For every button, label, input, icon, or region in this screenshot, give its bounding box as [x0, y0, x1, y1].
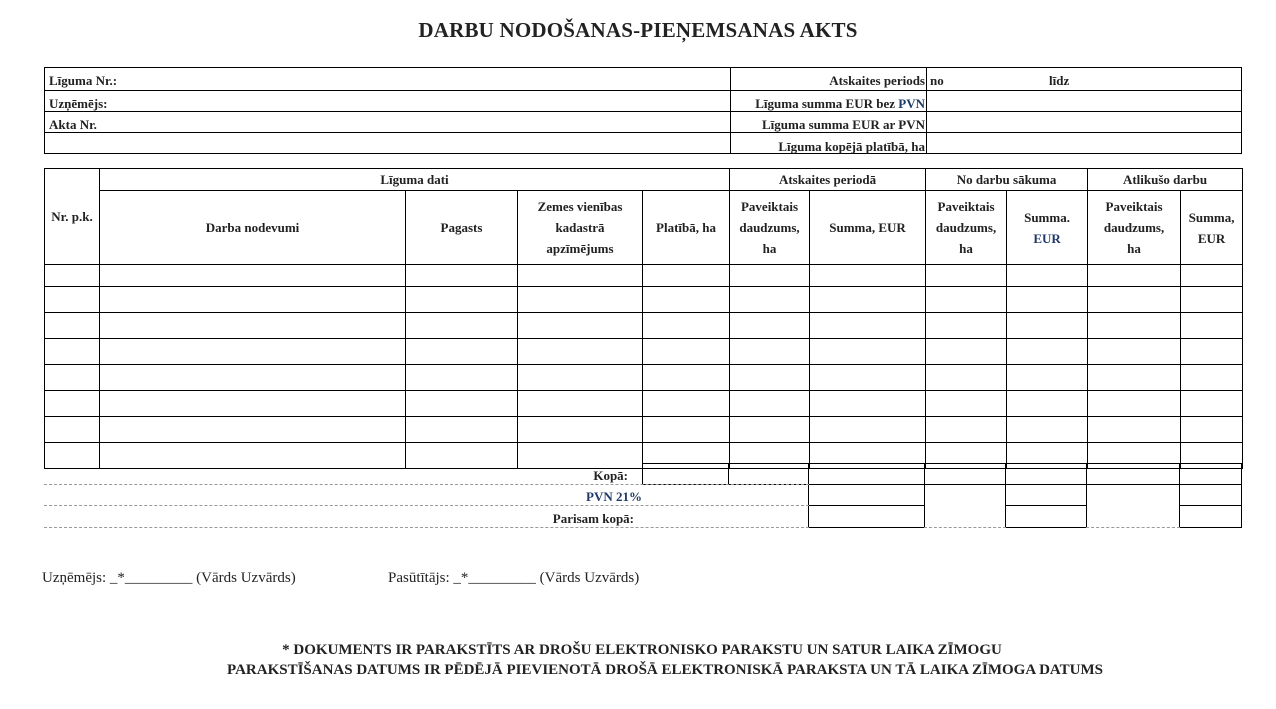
nr-header: Nr. p.k. [45, 169, 100, 265]
table-cell[interactable] [1007, 417, 1088, 443]
contract-info-box [44, 67, 1242, 154]
table-group-header [45, 169, 1243, 191]
table-cell[interactable] [406, 339, 518, 365]
table-cell[interactable] [1181, 339, 1243, 365]
table-cell[interactable] [45, 365, 100, 391]
table-column-header [45, 191, 1243, 265]
table-cell[interactable] [406, 417, 518, 443]
total-label: Kopā: [593, 468, 628, 483]
group-period-header: Atskaites periodā [730, 169, 926, 191]
total-remaining-sum-cell[interactable] [1179, 463, 1242, 485]
remaining-done-header: Paveiktais daudzums, ha [1088, 191, 1181, 265]
period-to-label: līdz [1049, 73, 1070, 88]
table-cell[interactable] [926, 391, 1007, 417]
table-cell[interactable] [730, 339, 810, 365]
grand-start-sum-cell[interactable] [1005, 505, 1087, 528]
total-period-sum-cell[interactable] [808, 463, 925, 485]
work-header: Darba nodevumi [100, 191, 406, 265]
table-cell[interactable] [926, 365, 1007, 391]
total-period-done-cell[interactable] [728, 463, 809, 485]
dotted-guide [44, 505, 809, 506]
table-cell[interactable] [45, 391, 100, 417]
table-cell[interactable] [45, 287, 100, 313]
table-cell[interactable] [643, 265, 730, 287]
sum-without-vat-label: Līguma summa EUR bez PVN [755, 96, 925, 111]
table-cell[interactable] [730, 265, 810, 287]
total-area-label: Līguma kopējā platībā, ha [778, 139, 925, 154]
contractor-signature: Uzņēmējs: _*_________ (Vārds Uzvārds) [42, 570, 296, 586]
cadastre-header: Zemes vienības kadastrā apzīmējums [518, 191, 643, 265]
table-cell[interactable] [643, 313, 730, 339]
table-cell[interactable] [643, 287, 730, 313]
table-cell[interactable] [518, 265, 643, 287]
table-row [45, 339, 1243, 365]
totals-section [44, 463, 1242, 528]
dotted-guide [44, 484, 809, 485]
table-cell[interactable] [406, 287, 518, 313]
total-remaining-done-cell[interactable] [1086, 463, 1180, 485]
table-cell[interactable] [810, 365, 926, 391]
table-cell[interactable] [518, 365, 643, 391]
footer-note-2: PARAKSTĪŠANAS DATUMS IR PĒDĒJĀ PIEVIENOTĀ DROŠĀ ELEKTRONISKĀ PARAKSTA UN TĀ LAIKA ZĪMOGA DATUMS [227, 662, 1103, 678]
total-start-done-cell[interactable] [924, 463, 1006, 485]
table-cell[interactable] [100, 391, 406, 417]
table-cell[interactable] [730, 417, 810, 443]
table-cell[interactable] [1088, 287, 1181, 313]
table-cell[interactable] [100, 417, 406, 443]
info-row-act [45, 111, 1241, 133]
table-cell[interactable] [518, 287, 643, 313]
table-cell[interactable] [810, 265, 926, 287]
info-row-area [45, 132, 1241, 154]
table-cell[interactable] [100, 313, 406, 339]
period-done-header: Paveiktais daudzums, ha [730, 191, 810, 265]
table-cell[interactable] [1007, 313, 1088, 339]
table-row [45, 287, 1243, 313]
period-from-label: no [930, 73, 944, 88]
table-cell[interactable] [926, 339, 1007, 365]
table-cell[interactable] [730, 391, 810, 417]
table-cell[interactable] [518, 391, 643, 417]
table-cell[interactable] [406, 313, 518, 339]
table-cell[interactable] [518, 339, 643, 365]
table-cell[interactable] [1088, 391, 1181, 417]
table-cell[interactable] [1007, 391, 1088, 417]
report-period-label: Atskaites periods [829, 73, 925, 88]
total-area-cell[interactable] [642, 463, 729, 485]
table-cell[interactable] [926, 287, 1007, 313]
footer-note-1: * DOKUMENTS IR PARAKSTĪTS AR DROŠU ELEKTRONISKO PARAKSTU UN SATUR LAIKA ZĪMOGU [282, 642, 1002, 658]
table-cell[interactable] [1181, 417, 1243, 443]
table-row [45, 313, 1243, 339]
table-cell[interactable] [45, 265, 100, 287]
table-row [45, 391, 1243, 417]
table-cell[interactable] [518, 313, 643, 339]
table-cell[interactable] [518, 417, 643, 443]
vat-label: PVN 21% [586, 489, 642, 504]
group-remaining-header: Atlikušo darbu [1088, 169, 1243, 191]
act-no-label: Akta Nr. [49, 117, 97, 132]
document-title: DARBU NODOŠANAS-PIEŅEMSANAS AKTS [418, 18, 858, 42]
table-cell[interactable] [45, 417, 100, 443]
table-cell[interactable] [1181, 287, 1243, 313]
table-cell[interactable] [643, 339, 730, 365]
table-cell[interactable] [810, 391, 926, 417]
table-row [45, 265, 1243, 287]
grand-remaining-sum-cell[interactable] [1179, 505, 1242, 528]
table-cell[interactable] [1007, 265, 1088, 287]
table-cell[interactable] [45, 339, 100, 365]
table-cell[interactable] [100, 365, 406, 391]
table-cell[interactable] [810, 287, 926, 313]
dotted-guide [44, 527, 809, 528]
area-header: Platībā, ha [643, 191, 730, 265]
grand-total-label: Parisam kopā: [552, 511, 634, 526]
start-done-header: Paveiktais daudzums, ha [926, 191, 1007, 265]
table-cell[interactable] [1007, 365, 1088, 391]
remaining-sum-header: Summa, EUR [1181, 191, 1243, 265]
group-start-header: No darbu sākuma [926, 169, 1088, 191]
table-cell[interactable] [810, 339, 926, 365]
table-cell[interactable] [643, 365, 730, 391]
grand-period-sum-cell[interactable] [808, 505, 925, 528]
table-cell[interactable] [1088, 265, 1181, 287]
table-cell[interactable] [1088, 313, 1181, 339]
table-cell[interactable] [1181, 265, 1243, 287]
vat-start-sum-cell[interactable] [1005, 484, 1087, 506]
total-start-sum-cell[interactable] [1005, 463, 1087, 485]
start-sum-header: Summa. EUR [1007, 191, 1088, 265]
table-cell[interactable] [100, 339, 406, 365]
table-cell[interactable] [730, 313, 810, 339]
info-row-contract [45, 68, 1241, 89]
table-cell[interactable] [406, 265, 518, 287]
contractor-label: Uzņēmējs: [49, 96, 108, 111]
table-cell[interactable] [730, 365, 810, 391]
info-row-contractor [45, 90, 1241, 112]
table-cell[interactable] [45, 313, 100, 339]
table-cell[interactable] [1181, 365, 1243, 391]
table-cell[interactable] [1088, 339, 1181, 365]
table-cell[interactable] [1007, 339, 1088, 365]
table-cell[interactable] [926, 265, 1007, 287]
table-cell[interactable] [926, 313, 1007, 339]
table-row [45, 417, 1243, 443]
table-cell[interactable] [1007, 287, 1088, 313]
table-cell[interactable] [810, 417, 926, 443]
group-contract-header: Līguma dati [100, 169, 730, 191]
table-cell[interactable] [810, 313, 926, 339]
table-cell[interactable] [1181, 391, 1243, 417]
vat-remaining-sum-cell[interactable] [1179, 484, 1242, 506]
period-sum-header: Summa, EUR [810, 191, 926, 265]
table-cell[interactable] [100, 287, 406, 313]
contract-no-label: Līguma Nr.: [49, 73, 118, 88]
works-table [44, 168, 1243, 469]
table-cell[interactable] [406, 365, 518, 391]
table-cell[interactable] [406, 391, 518, 417]
table-cell[interactable] [1181, 313, 1243, 339]
vat-period-sum-cell[interactable] [808, 484, 925, 506]
sum-with-vat-label: Līguma summa EUR ar PVN [762, 117, 925, 132]
table-cell[interactable] [1088, 365, 1181, 391]
client-signature: Pasūtītājs: _*_________ (Vārds Uzvārds) [388, 570, 640, 586]
table-cell[interactable] [926, 417, 1007, 443]
table-cell[interactable] [643, 417, 730, 443]
table-cell[interactable] [1088, 417, 1181, 443]
table-cell[interactable] [643, 391, 730, 417]
table-cell[interactable] [730, 287, 810, 313]
table-row [45, 365, 1243, 391]
table-cell[interactable] [100, 265, 406, 287]
parish-header: Pagasts [406, 191, 518, 265]
